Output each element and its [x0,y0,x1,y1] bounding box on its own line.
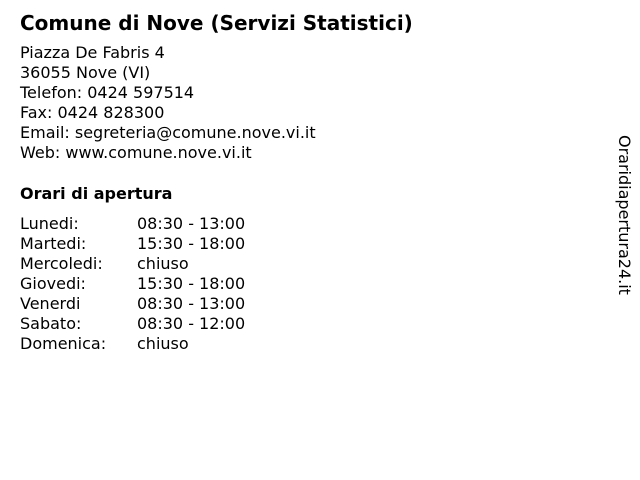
hours-row-saturday [20,314,245,334]
hours-row-sunday [20,334,245,354]
day-label: Lunedi: [20,214,79,233]
hours-row-thursday [20,274,245,294]
day-hours: 08:30 - 13:00 [137,294,246,313]
day-label: Martedi: [20,234,87,253]
day-label: Mercoledi: [20,254,103,273]
hours-row-tuesday [20,234,245,254]
day-hours: 08:30 - 12:00 [137,314,246,333]
day-label: Domenica: [20,334,107,353]
hours-row-wednesday [20,254,245,274]
opening-hours-list [20,214,245,354]
phone-number: Telefon: 0424 597514 [20,83,195,102]
day-hours: 15:30 - 18:00 [137,274,246,293]
fax-number: Fax: 0424 828300 [20,103,165,122]
day-label: Venerdi [20,294,81,313]
brand-watermark: Oraridiapertura24.it [615,135,634,295]
page-title: Comune di Nove (Servizi Statistici) [20,11,413,35]
day-label: Giovedi: [20,274,86,293]
hours-row-monday [20,214,245,234]
day-label: Sabato: [20,314,82,333]
street-address: Piazza De Fabris 4 [20,43,165,62]
city-address: 36055 Nove (VI) [20,63,151,82]
day-hours: chiuso [137,334,189,353]
day-hours: 15:30 - 18:00 [137,234,246,253]
email-address: Email: segreteria@comune.nove.vi.it [20,123,316,142]
day-hours: 08:30 - 13:00 [137,214,246,233]
opening-hours-heading: Orari di apertura [20,184,173,203]
address-block [20,43,316,163]
hours-row-friday [20,294,245,314]
website-address: Web: www.comune.nove.vi.it [20,143,252,162]
day-hours: chiuso [137,254,189,273]
